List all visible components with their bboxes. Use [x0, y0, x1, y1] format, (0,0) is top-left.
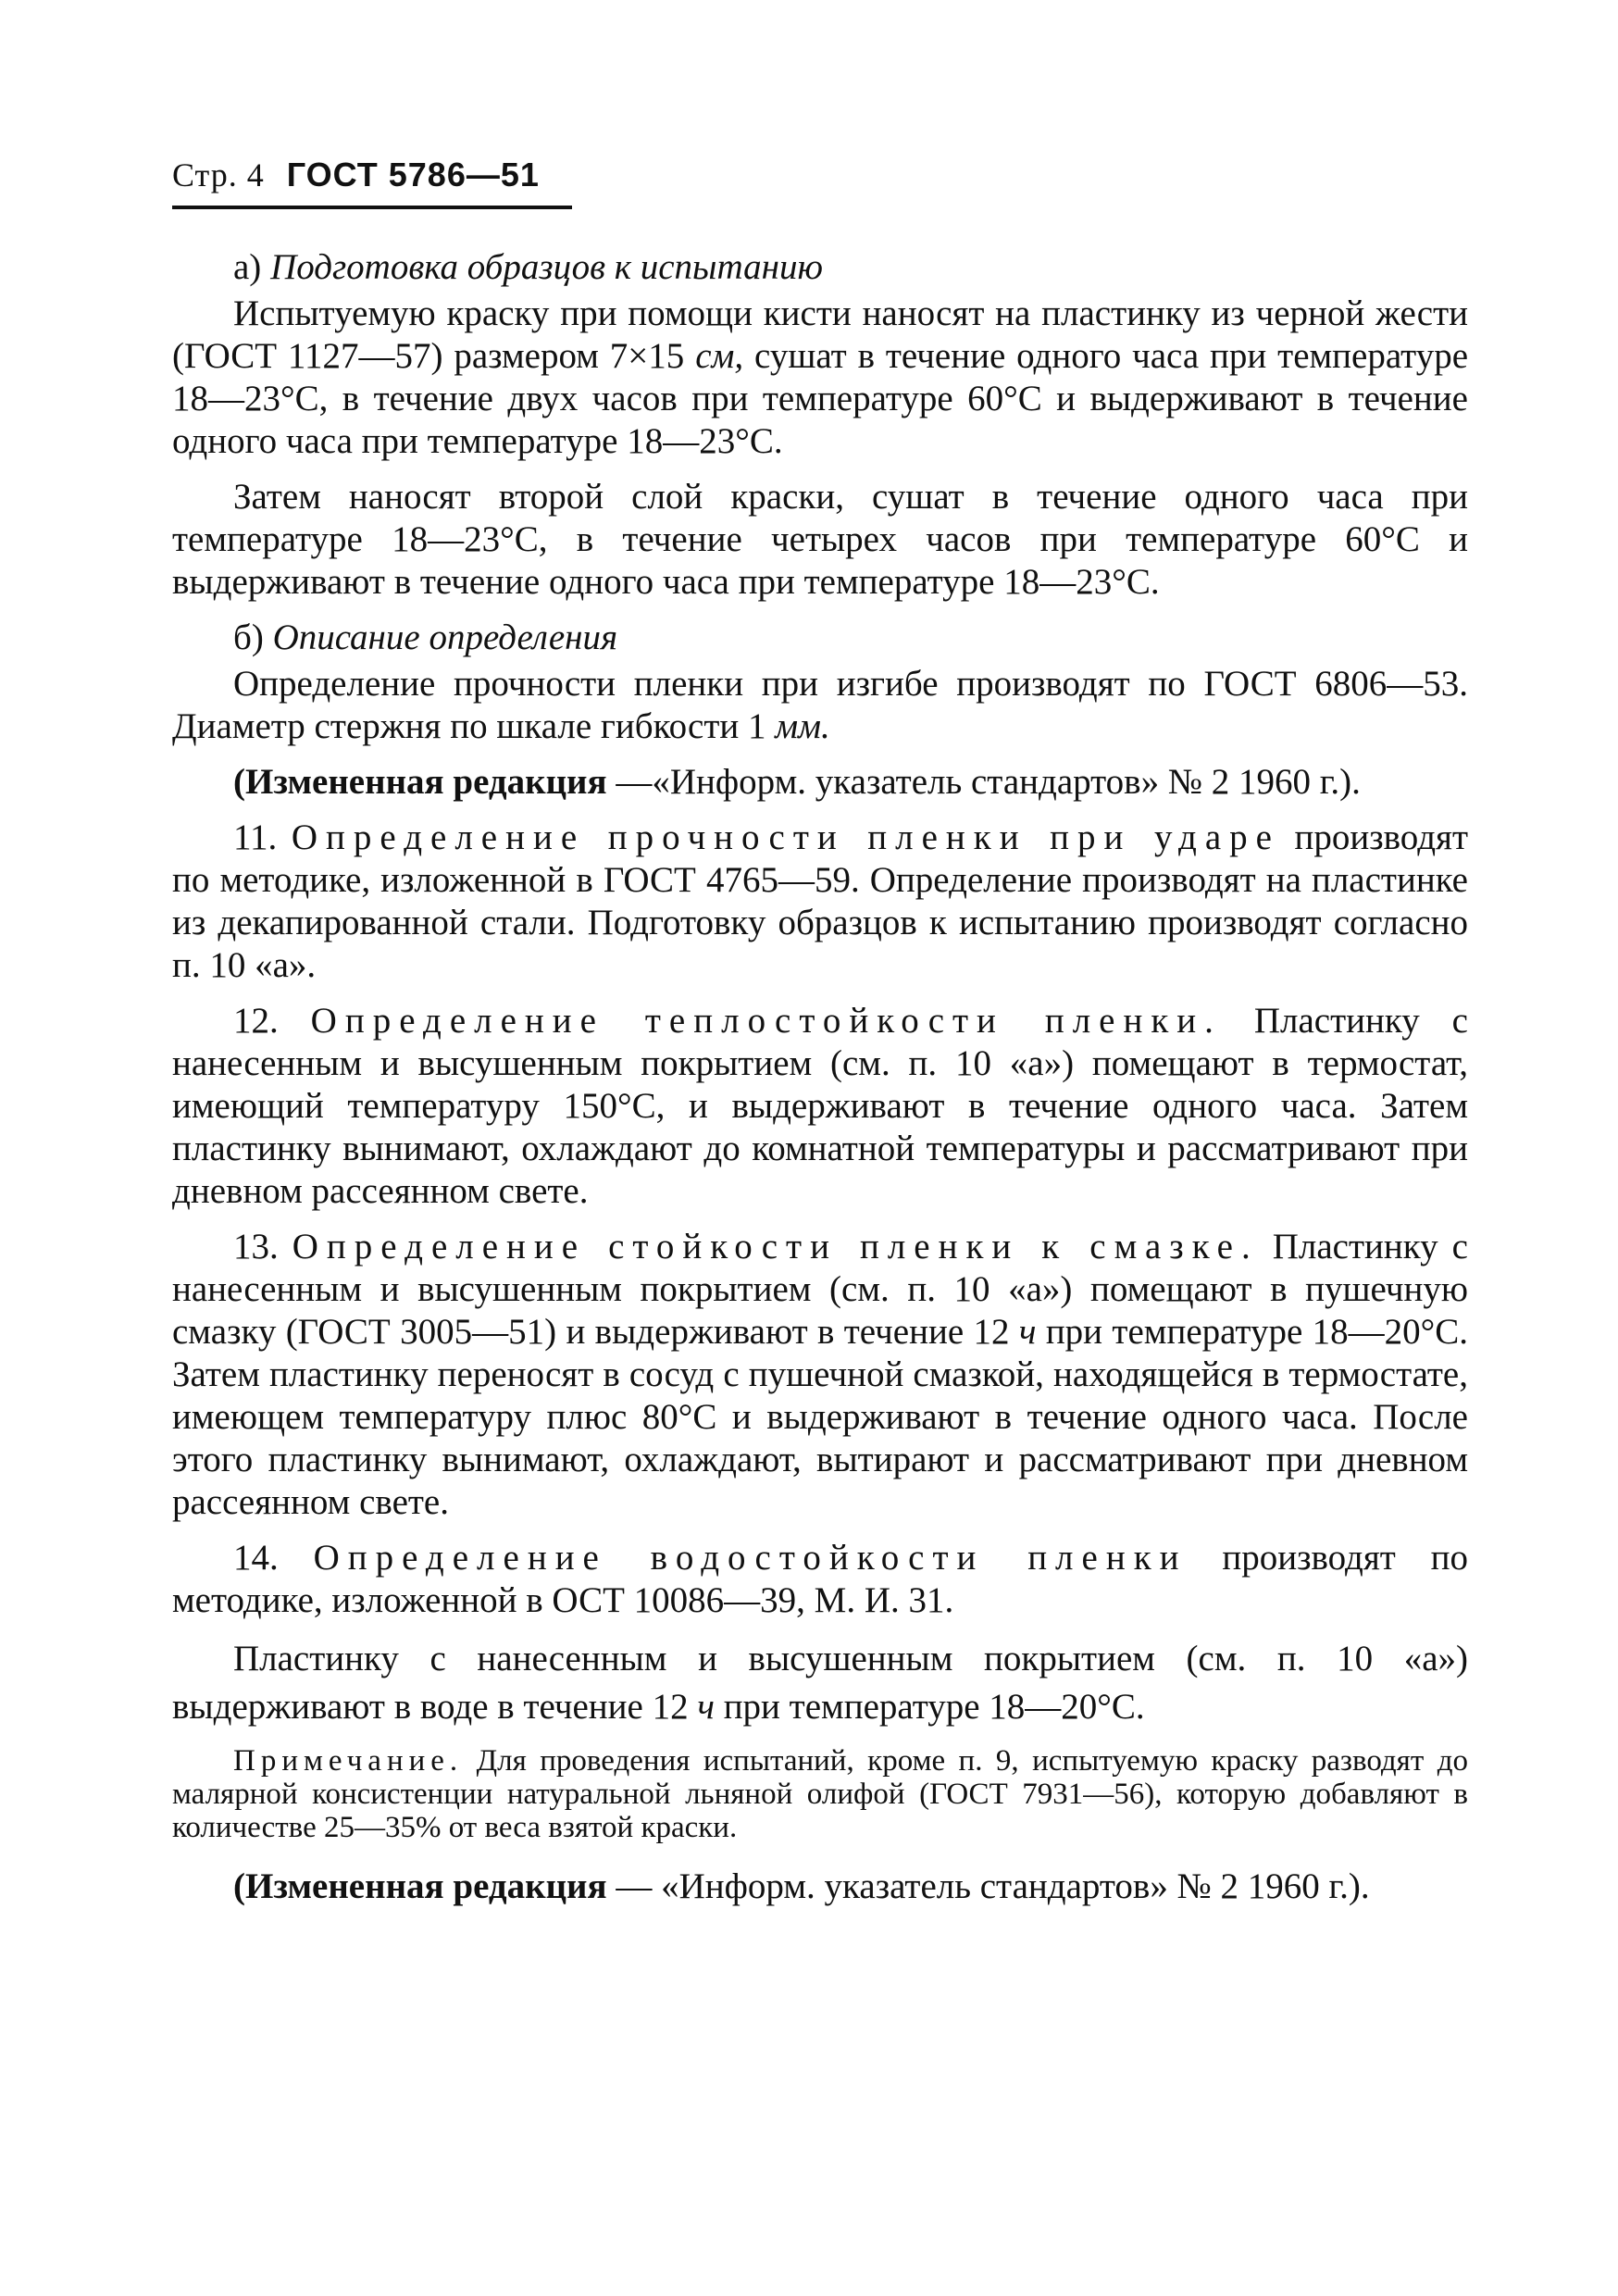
document-body: [172, 246, 1468, 1924]
section-b-title: Описание определения: [272, 618, 618, 657]
text-run: Определение прочности пленки при изгибе производят по ГОСТ 6806—53. Диаметр стержня по шкале гибкости 1: [172, 664, 1468, 746]
amendment-reference: —«Информ. указатель стандартов» № 2 1960 г.).: [616, 762, 1361, 802]
item-title: Определение водостойкости пленки: [313, 1538, 1188, 1578]
section-b-paragraph-1: [172, 663, 1468, 748]
amendment-label: (Измененная редакция: [233, 762, 607, 802]
section-a-heading: [172, 246, 1468, 289]
amendment-label: (Измененная редакция: [233, 1866, 607, 1906]
item-number: 14.: [233, 1538, 279, 1578]
item-14-paragraph-2: [172, 1635, 1468, 1731]
page-number: Стр. 4: [172, 156, 265, 193]
standard-code: ГОСТ 5786—51: [286, 156, 540, 193]
note: [172, 1744, 1468, 1844]
section-a-paragraph-1: [172, 293, 1468, 463]
section-a-title: Подготовка образцов к испытанию: [270, 247, 823, 287]
item-text: при температуре 18—20°С.: [723, 1687, 1145, 1727]
item-14: [172, 1537, 1468, 1622]
note-label: Примечание.: [233, 1744, 464, 1778]
amendment-reference: — «Информ. указатель стандартов» № 2 1960 г.).: [616, 1866, 1370, 1906]
section-a-paragraph-2: Затем наносят второй слой краски, сушат в течение одного часа при температуре 18—23°С, в течение четырех часов при температуре 60°С и выдерживают в течение одного часа при температуре 18—23°С.: [172, 477, 1468, 602]
item-title: Определение стойкости пленки к смазке.: [292, 1227, 1259, 1267]
item-12: [172, 1000, 1468, 1213]
item-number: 13.: [233, 1227, 279, 1267]
note-text: Для проведения испытаний, кроме п. 9, испытуемую краску разводят до малярной консистенции натуральной льняной олифой (ГОСТ 7931—56), которую добавляют в количестве 25—35% от веса взятой краски.: [172, 1744, 1468, 1844]
text-run: Испытуемую краску при помощи кисти наносят на пластинку из черной жести (ГОСТ 1127—57) размером 7×15: [172, 293, 1468, 376]
item-title: Определение прочности пленки при ударе: [291, 817, 1280, 857]
text-run: сушат в течение одного часа при температуре 18—23°С, в течение двух часов при температуре 60°С и выдерживают в течение одного часа при температуре 18—23°С.: [172, 336, 1469, 461]
item-text: Пластинку с нанесенным и высушенным покрытием (см. п. 10 «а») помещают в пушечную смазку (ГОСТ 3005—51) и выдерживают в течение 12: [172, 1227, 1468, 1352]
section-b-amendment: [172, 761, 1468, 804]
final-amendment: [172, 1863, 1468, 1911]
section-a-label: а): [233, 247, 262, 287]
section-b-label: б): [233, 618, 264, 657]
item-number: 11.: [233, 817, 278, 857]
unit-text: см,: [695, 336, 744, 376]
page-header: [172, 156, 540, 194]
header-rule: [172, 206, 572, 209]
unit-text: ч: [697, 1687, 715, 1727]
unit-text: ч: [1018, 1312, 1037, 1352]
item-13: [172, 1226, 1468, 1524]
item-11: [172, 817, 1468, 987]
item-text: производят по методике, изложенной в ГОСТ 4765—59. Определение производят на пластинке из декапированной стали. Подготовку образцов к испытанию производят согласно п. 10 «а».: [172, 817, 1469, 985]
item-text: производят по методике, изложенной в ОСТ 10086—39, М. И. 31.: [172, 1538, 1469, 1620]
item-number: 12.: [233, 1001, 279, 1041]
item-text: при температуре 18—20°С. Затем пластинку переносят в сосуд с пушечной смазкой, находящейся в термостате, имеющем температуру плюс 80°С и выдерживают в течение одного часа. После этого пластинку вынимают, охлаждают, вытирают и рассматривают при дневном рассеянном свете.: [172, 1312, 1468, 1522]
item-text: Пластинку с нанесенным и высушенным покрытием (см. п. 10 «а») выдерживают в воде в течение 12: [172, 1639, 1468, 1727]
item-title: Определение теплостойкости пленки.: [310, 1001, 1222, 1041]
section-b-heading: [172, 617, 1468, 659]
item-text: Пластинку с нанесенным и высушенным покрытием (см. п. 10 «а») помещают в термостат, имеющий температуру 150°С, и выдерживают в течение одного часа. Затем пластинку вынимают, охлаждают до комнатной температуры и рассматривают при дневном рассеянном свете.: [172, 1001, 1468, 1211]
unit-text: мм.: [775, 706, 830, 746]
